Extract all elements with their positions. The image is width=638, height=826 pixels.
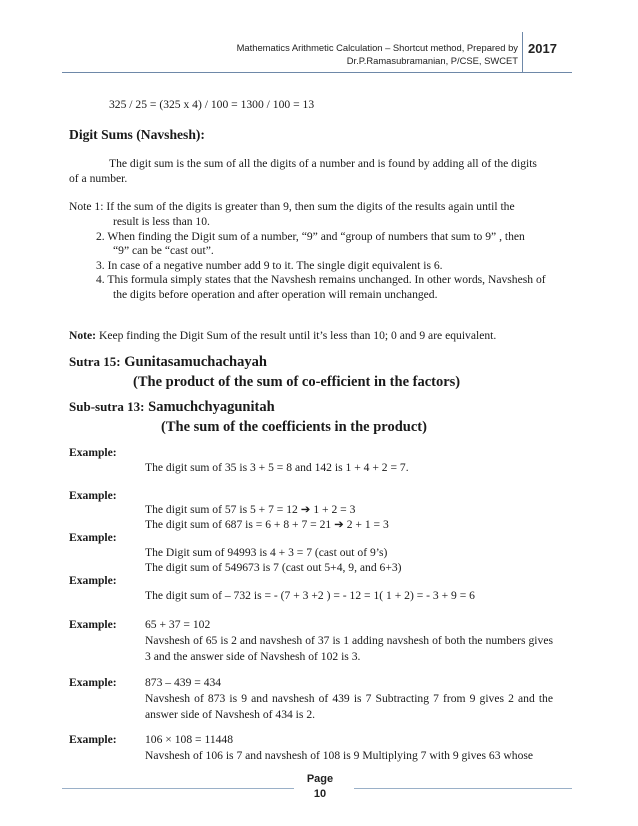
example-6-explanation: Navshesh of 873 is 9 and navshesh of 439 is 7 Subtracting 7 from 9 gives 2 and the answer side of Navshesh of 434 is 2. bbox=[145, 692, 553, 721]
example-5-explanation: Navshesh of 65 is 2 and navshesh of 37 is 1 adding navshesh of both the numbers gives 3 and the answer side of Navshesh of 102 is 3. bbox=[145, 634, 553, 663]
page-number-value: 10 bbox=[313, 788, 327, 800]
example-7-explanation: Navshesh of 106 is 7 and navshesh of 108 is 9 Multiplying 7 with 9 gives 63 whose bbox=[145, 749, 534, 762]
subsutra-label: Sub-sutra 13: bbox=[69, 399, 145, 414]
digit-sums-heading: Digit Sums (Navshesh): bbox=[69, 127, 205, 142]
page-number bbox=[300, 772, 340, 802]
example-3-line-1: The Digit sum of 94993 is 4 + 3 = 7 (cast out of 9’s) bbox=[145, 546, 388, 559]
header-author: Dr.P.Ramasubramanian, P/CSE, SWCET bbox=[346, 55, 518, 66]
intro-line-2: of a number. bbox=[69, 172, 128, 185]
header-title: Mathematics Arithmetic Calculation – Shortcut method, Prepared by bbox=[236, 42, 518, 53]
example-2-line-1: The digit sum of 57 is 5 + 7 = 12 ➔ 1 + 2 = 3 bbox=[145, 503, 356, 516]
example-2-line-2: The digit sum of 687 is = 6 + 8 + 7 = 21 ➔ 2 + 1 = 3 bbox=[145, 518, 389, 531]
footer-rule-left bbox=[62, 788, 294, 789]
page-label: Page bbox=[306, 773, 334, 785]
header-rule bbox=[62, 72, 572, 73]
intro-line-1: The digit sum is the sum of all the digits of a number and is found by adding all of the digits bbox=[109, 157, 537, 170]
note-3: 3. In case of a negative number add 9 to it. The single digit equivalent is 6. bbox=[96, 259, 443, 272]
example-label: Example: bbox=[69, 446, 117, 459]
example-label: Example: bbox=[69, 531, 117, 544]
example-label: Example: bbox=[69, 676, 117, 689]
example-label: Example: bbox=[69, 489, 117, 502]
note-2-line-1: 2. When finding the Digit sum of a number, “9” and “group of numbers that sum to 9” , then bbox=[96, 230, 525, 243]
example-1-line-1: The digit sum of 35 is 3 + 5 = 8 and 142 is 1 + 4 + 2 = 7. bbox=[145, 461, 409, 474]
example-label: Example: bbox=[69, 574, 117, 587]
note-label: Note: bbox=[69, 329, 97, 342]
subsutra-meaning: (The sum of the coefficients in the product) bbox=[161, 419, 427, 435]
note-4-line-2: the digits before operation and after operation will remain unchanged. bbox=[113, 288, 438, 301]
running-header bbox=[200, 41, 518, 67]
note-1-line-2: result is less than 10. bbox=[113, 215, 210, 228]
example-5-equation: 65 + 37 = 102 bbox=[145, 618, 211, 631]
note-4-line-1: 4. This formula simply states that the Navshesh remains unchanged. In other words, Navshesh of bbox=[96, 273, 546, 286]
note-text: Keep finding the Digit Sum of the result until it’s less than 10; 0 and 9 are equivalent. bbox=[96, 329, 497, 342]
top-equation: 325 / 25 = (325 x 4) / 100 = 1300 / 100 = 13 bbox=[109, 98, 315, 111]
sutra-meaning: (The product of the sum of co-efficient in the factors) bbox=[133, 374, 461, 390]
footer-rule-right bbox=[354, 788, 572, 789]
example-7-equation: 106 × 108 = 11448 bbox=[145, 733, 234, 746]
subsutra-name: Samuchchyagunitah bbox=[148, 399, 275, 415]
keep-finding-note bbox=[69, 329, 496, 343]
example-6-equation: 873 – 439 = 434 bbox=[145, 676, 222, 689]
header-divider bbox=[522, 32, 523, 72]
example-label: Example: bbox=[69, 733, 117, 746]
example-label: Example: bbox=[69, 618, 117, 631]
example-4-line-1: The digit sum of – 732 is = - (7 + 3 +2 ) = - 12 = 1( 1 + 2) = - 3 + 9 = 6 bbox=[145, 589, 475, 602]
subsutra-heading bbox=[69, 399, 275, 416]
sutra-label: Sutra 15: bbox=[69, 354, 121, 369]
header-year: 2017 bbox=[528, 41, 557, 56]
example-3-line-2: The digit sum of 549673 is 7 (cast out 5+4, 9, and 6+3) bbox=[145, 561, 402, 574]
sutra-heading bbox=[69, 354, 267, 371]
sutra-name: Gunitasamuchachayah bbox=[124, 354, 267, 370]
note-2-line-2: “9” can be “cast out”. bbox=[113, 244, 214, 257]
note-1-line-1: Note 1: If the sum of the digits is greater than 9, then sum the digits of the results again until the bbox=[69, 200, 515, 213]
